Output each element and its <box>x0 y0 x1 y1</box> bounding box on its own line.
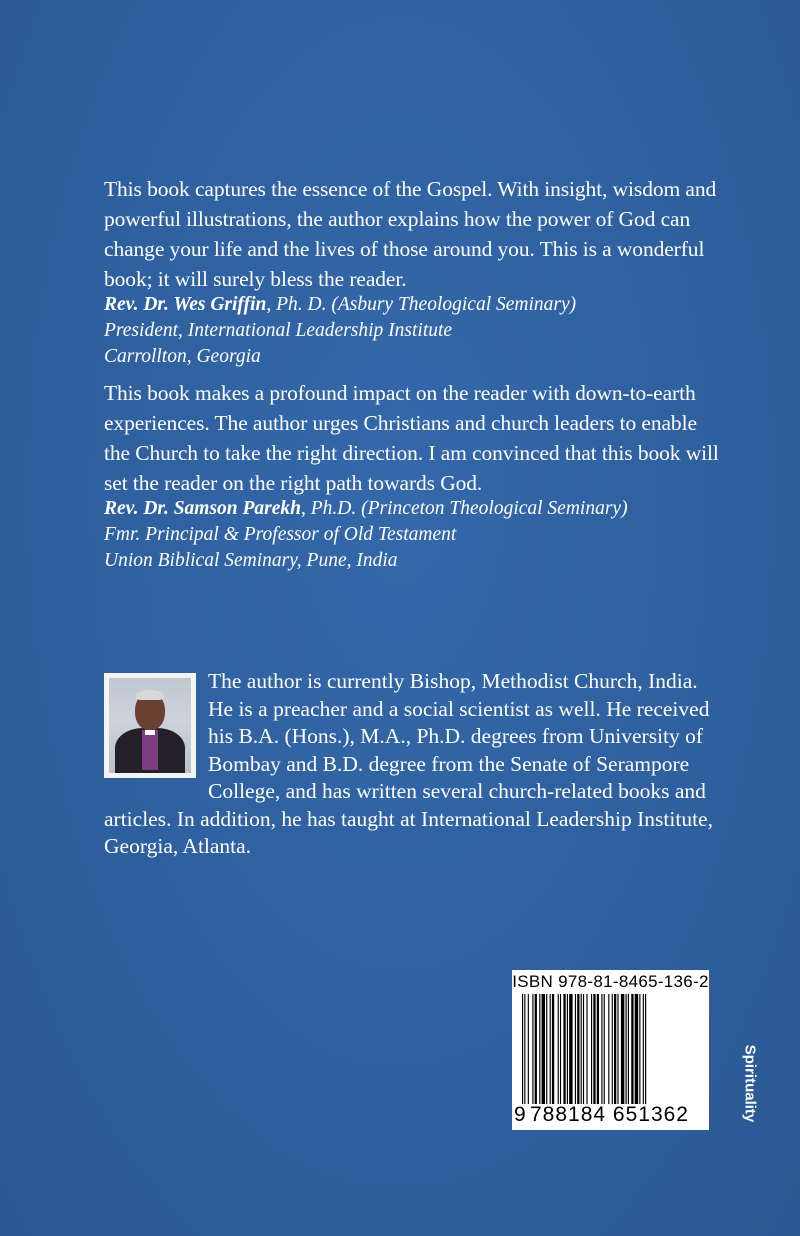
endorser-2-name-line <box>104 496 744 522</box>
barcode-stripe <box>591 994 592 1104</box>
barcode-stripe <box>524 994 525 1104</box>
author-bio <box>104 668 748 861</box>
barcode-stripe <box>621 994 624 1104</box>
barcode-stripe <box>558 994 559 1104</box>
text-line: change your life and the lives of those around you. This is a wonderful <box>104 237 705 261</box>
isbn-label: ISBN 978-81-8465-136-2 <box>512 972 709 991</box>
endorser-name: Rev. Dr. Wes Griffin <box>104 294 267 315</box>
text-line: the Church to take the right direction. I am convinced that this book will <box>104 441 719 465</box>
isbn-barcode <box>512 970 709 1130</box>
barcode-stripe <box>535 994 537 1104</box>
barcode-stripe <box>522 994 523 1104</box>
endorser-location: Union Biblical Seminary, Pune, India <box>104 550 398 571</box>
portrait-hair <box>136 690 164 700</box>
barcode-stripe <box>552 994 554 1104</box>
barcode-stripe <box>577 994 579 1104</box>
barcode-stripe <box>542 994 545 1104</box>
endorser-2 <box>104 496 744 574</box>
author-portrait <box>109 678 191 773</box>
bio-line: his B.A. (Hons.), M.A., Ph.D. degrees from University of <box>208 724 704 748</box>
bio-line: He is a preacher and a social scientist as well. He received <box>208 696 710 721</box>
barcode-stripe <box>626 994 627 1104</box>
portrait-collar <box>145 730 155 735</box>
bio-line: College, and has written several church-related books and <box>208 779 706 803</box>
barcode-stripe <box>608 994 609 1104</box>
barcode-stripe <box>593 994 595 1104</box>
barcode-stripe <box>628 994 629 1104</box>
barcode-bars <box>520 994 700 1104</box>
text-line: powerful illustrations, the author explains how the power of God can <box>104 207 691 231</box>
text-line: experiences. The author urges Christians and church leaders to enable <box>104 411 697 435</box>
endorsement-2-text <box>104 378 744 498</box>
barcode-stripe <box>550 994 551 1104</box>
barcode-stripe <box>560 994 561 1104</box>
barcode-stripe <box>617 994 618 1104</box>
endorser-title: Fmr. Principal & Professor of Old Testament <box>104 524 457 545</box>
barcode-stripe <box>575 994 576 1104</box>
portrait-shirt <box>142 730 158 770</box>
endorser-credential: , Ph. D. (Asbury Theological Seminary) <box>266 294 577 315</box>
barcode-stripe <box>546 994 547 1104</box>
barcode-stripe <box>643 994 644 1104</box>
bio-line: Georgia, Atlanta. <box>104 834 252 858</box>
barcode-stripe <box>604 994 605 1104</box>
barcode-stripe <box>635 994 638 1104</box>
text-line: book; it will surely bless the reader. <box>104 267 407 291</box>
endorser-1 <box>104 292 744 370</box>
text-line: This book makes a profound impact on the reader with down-to-earth <box>104 381 696 405</box>
bio-line: articles. In addition, he has taught at International Leadership Institute, <box>104 806 713 831</box>
text-line: This book captures the essence of the Gospel. With insight, wisdom and <box>104 177 717 201</box>
barcode-stripe <box>612 994 613 1104</box>
endorser-1-name-line <box>104 292 744 318</box>
endorser-credential: , Ph.D. (Princeton Theological Seminary) <box>301 498 628 519</box>
barcode-stripe <box>583 994 584 1104</box>
author-photo <box>104 673 196 778</box>
endorser-location: Carrollton, Georgia <box>104 346 261 367</box>
barcode-stripe <box>581 994 582 1104</box>
endorser-title: President, International Leadership Institute <box>104 320 453 341</box>
barcode-stripe <box>569 994 572 1104</box>
bio-line: The author is currently Bishop, Methodist Church, India. <box>208 669 698 693</box>
bio-line: Bombay and B.D. degree from the Senate of Serampore <box>208 751 690 776</box>
barcode-stripe <box>567 994 568 1104</box>
barcode-stripe <box>614 994 616 1104</box>
barcode-number: 788184 651362 <box>530 1103 689 1126</box>
text-line: set the reader on the right path towards God. <box>104 471 483 495</box>
endorsement-1-text <box>104 174 744 294</box>
barcode-stripe <box>639 994 640 1104</box>
endorser-name: Rev. Dr. Samson Parekh <box>104 498 302 519</box>
barcode-stripe <box>563 994 565 1104</box>
barcode-stripe <box>601 994 602 1104</box>
category-label: Spirituality <box>741 1044 759 1123</box>
barcode-stripe <box>528 994 529 1104</box>
barcode-stripe <box>631 994 633 1104</box>
barcode-stripe <box>532 994 533 1104</box>
barcode-stripe <box>586 994 587 1104</box>
barcode-stripe <box>645 994 646 1104</box>
barcode-stripe <box>539 994 540 1104</box>
barcode-first-digit: 9 <box>514 1103 527 1126</box>
barcode-stripe <box>597 994 599 1104</box>
